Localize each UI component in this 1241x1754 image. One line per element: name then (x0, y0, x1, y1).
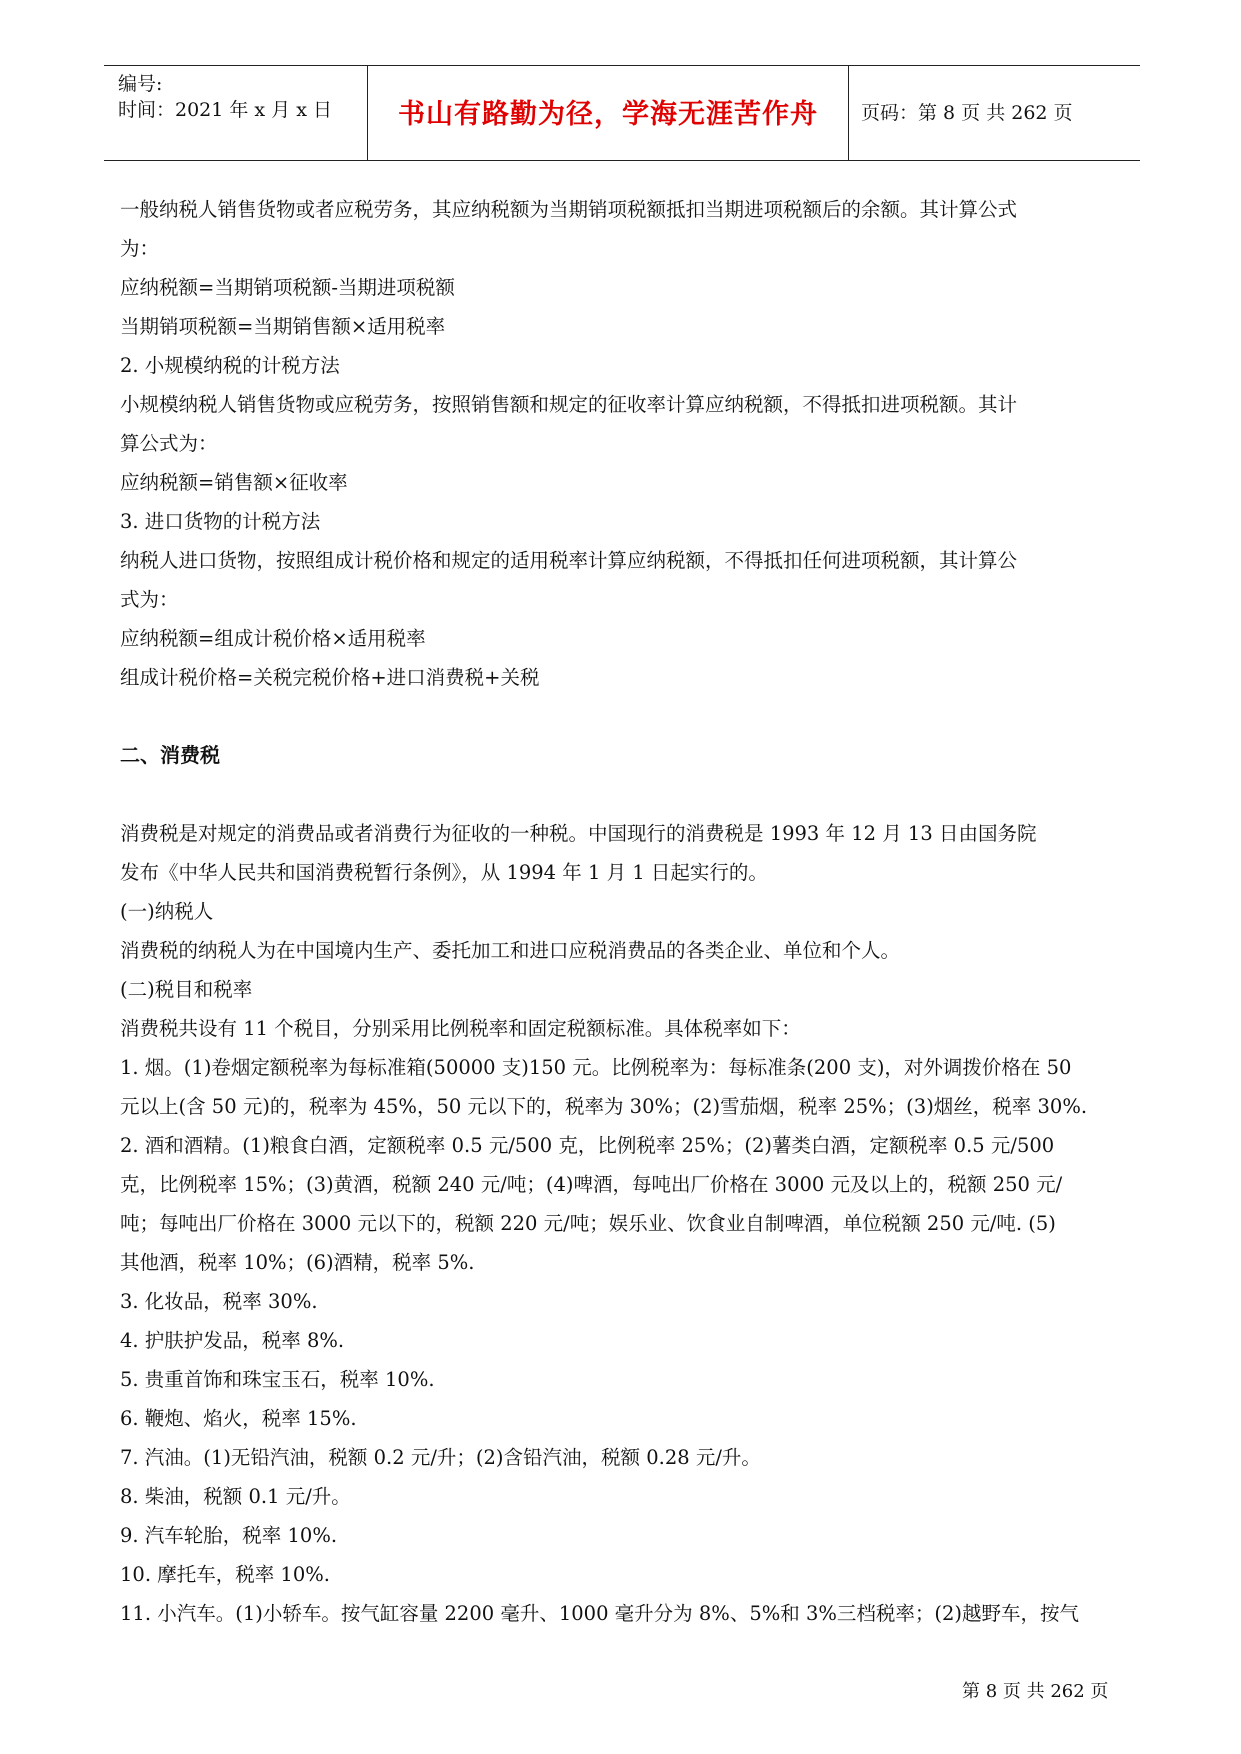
paragraph-line: 式为： (120, 588, 179, 611)
paragraph-line: 小规模纳税人销售货物或应税劳务，按照销售额和规定的征收率计算应纳税额，不得抵扣进项税额。其计 (120, 393, 1018, 416)
list-item-line: 3. 化妆品，税率 30%. (120, 1290, 318, 1313)
list-item-line: 6. 鞭炮、焰火，税率 15%. (120, 1407, 357, 1430)
list-item-line: 5. 贵重首饰和珠宝玉石，税率 10%. (120, 1368, 435, 1391)
document-time: 时间：2021 年 x 月 x 日 (118, 99, 332, 121)
paragraph-line: 一般纳税人销售货物或者应税劳务，其应纳税额为当期销项税额抵扣当期进项税额后的余额。其计算公式 (120, 198, 1018, 221)
formula-line: 当期销项税额=当期销售额×适用税率 (120, 315, 446, 338)
list-item-line: 克，比例税率 15%；(3)黄酒，税额 240 元/吨；(4)啤酒，每吨出厂价格在 3000 元及以上的，税额 250 元/ (120, 1173, 1063, 1196)
document-number-label: 编号: (118, 73, 163, 95)
list-item-line: 其他酒，税率 10%；(6)酒精，税率 5%. (120, 1251, 475, 1274)
formula-line: 应纳税额=销售额×征收率 (120, 471, 348, 494)
subheading-line: 3. 进口货物的计税方法 (120, 510, 321, 533)
paragraph-line: 消费税共设有 11 个税目，分别采用比例税率和固定税额标准。具体税率如下： (120, 1017, 801, 1040)
document-body (120, 190, 1130, 1633)
list-item-line: 11. 小汽车。(1)小轿车。按气缸容量 2200 毫升、1000 毫升分为 8%、5%和 3%三档税率；(2)越野车，按气 (120, 1602, 1080, 1625)
list-item-line: 9. 汽车轮胎，税率 10%. (120, 1524, 338, 1547)
page-header (104, 65, 1140, 161)
paragraph-line: 发布《中华人民共和国消费税暂行条例》，从 1994 年 1 月 1 日起实行的。 (120, 861, 768, 884)
list-item-line: 吨；每吨出厂价格在 3000 元以下的，税额 220 元/吨；娱乐业、饮食业自制啤酒，单位税额 250 元/吨. (5) (120, 1212, 1056, 1235)
header-motto: 书山有路勤为径，学海无涯苦作舟 (398, 99, 818, 130)
section-title: 二、消费税 (120, 743, 220, 767)
paragraph-line: 算公式为： (120, 432, 218, 455)
paragraph-line: 消费税的纳税人为在中国境内生产、委托加工和进口应税消费品的各类企业、单位和个人。 (120, 939, 901, 962)
list-item-line: 2. 酒和酒精。(1)粮食白酒，定额税率 0.5 元/500 克，比例税率 25%；(2)薯类白酒，定额税率 0.5 元/500 (120, 1134, 1055, 1157)
list-item-line: 8. 柴油，税额 0.1 元/升。 (120, 1485, 351, 1508)
header-page-cell (847, 66, 1140, 160)
page-footer: 第 8 页 共 262 页 (962, 1681, 1109, 1702)
header-page-info: 页码：第 8 页 共 262 页 (861, 102, 1073, 124)
spacer (120, 697, 1130, 736)
paragraph-line: 为： (120, 237, 160, 260)
paragraph-line: 纳税人进口货物，按照组成计税价格和规定的适用税率计算应纳税额，不得抵扣任何进项税额，其计算公 (120, 549, 1018, 572)
list-item-line: 4. 护肤护发品，税率 8%. (120, 1329, 345, 1352)
subheading-line: (一)纳税人 (120, 900, 214, 923)
subheading-line: 2. 小规模纳税的计税方法 (120, 354, 340, 377)
list-item-line: 元以上(含 50 元)的，税率为 45%，50 元以下的，税率为 30%；(2)雪茄烟，税率 25%；(3)烟丝，税率 30%. (120, 1095, 1088, 1118)
paragraph-line: 消费税是对规定的消费品或者消费行为征收的一种税。中国现行的消费税是 1993 年 12 月 13 日由国务院 (120, 822, 1037, 845)
formula-line: 组成计税价格=关税完税价格+进口消费税+关税 (120, 666, 540, 689)
formula-line: 应纳税额=组成计税价格×适用税率 (120, 627, 426, 650)
spacer (120, 775, 1130, 814)
header-motto-cell (367, 66, 849, 160)
list-item-line: 10. 摩托车，税率 10%. (120, 1563, 330, 1586)
list-item-line: 7. 汽油。(1)无铅汽油，税额 0.2 元/升；(2)含铅汽油，税额 0.28 元/升。 (120, 1446, 761, 1469)
header-left-cell (118, 66, 358, 160)
subheading-line: (二)税目和税率 (120, 978, 253, 1001)
list-item-line: 1. 烟。(1)卷烟定额税率为每标准箱(50000 支)150 元。比例税率为：每标准条(200 支)，对外调拨价格在 50 (120, 1056, 1072, 1079)
formula-line: 应纳税额=当期销项税额-当期进项税额 (120, 276, 455, 299)
